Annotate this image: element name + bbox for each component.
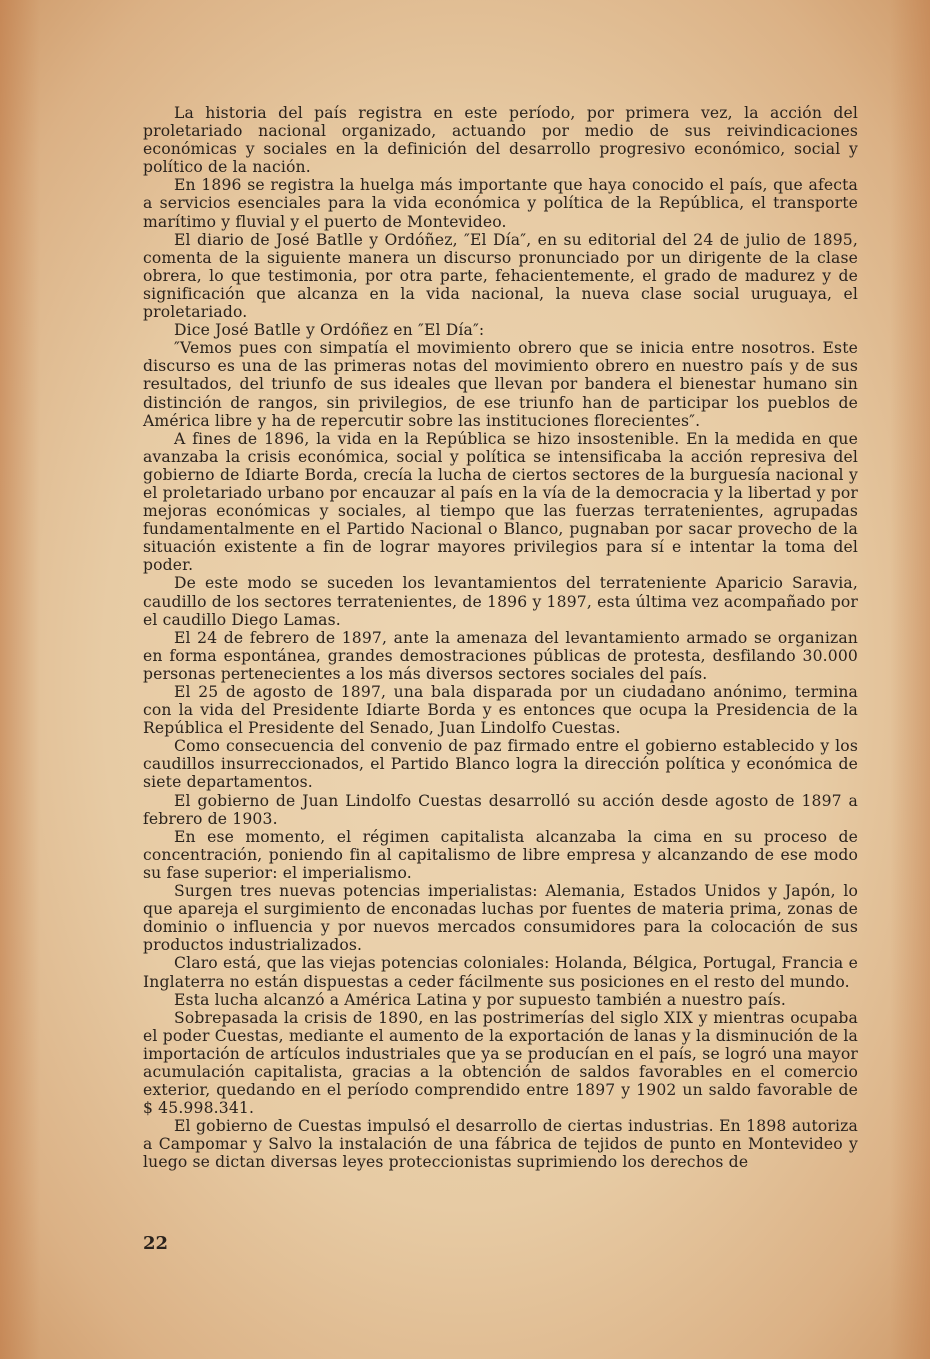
paragraph-imperialismo: En ese momento, el régimen capitalista alcanzaba la cima en su proceso de concentración, poniendo fin al capitalismo de libre empresa y alcanzando de ese modo su fase superior: el imperialismo.	[143, 827, 858, 882]
body-text	[143, 104, 858, 1172]
paragraph-viejas-potencias: Claro está, que las viejas potencias coloniales: Holanda, Bélgica, Portugal, Francia e Inglaterra no están dispuestas a ceder fácilmente sus posiciones en el resto del mundo.	[143, 954, 858, 991]
paragraph-crisis-1890: Sobrepasada la crisis de 1890, en las postrimerías del siglo XIX y mientras ocupaba el poder Cuestas, mediante el aumento de la exportación de lanas y la disminución de la importación de artículos industriales que ya se producían en el país, se logró una mayor acumulación capitalista, gracias a la obtención de saldos favorables en el comercio exterior, quedando en el período comprendido entre 1897 y 1902 un saldo favorable de $ 45.998.341.	[143, 1008, 858, 1118]
paragraph-fines-1896: A fines de 1896, la vida en la República se hizo insostenible. En la medida en que avanzaba la crisis económica, social y política se intensificaba la acción represiva del gobierno de Idiarte Borda, crecía la lucha de ciertos sectores de la burguesía nacional y el proletariado urbano por encauzar al país en la vía de la democracia y la libertad y por mejoras económicas y sociales, al tiempo que las fuerzas terratenientes, agrupadas fundamentalmente en el Partido Nacional o Blanco, pugnaban por sacar provecho de la situación existente a fin de lograr mayores privilegios para sí e intentar la toma del poder.	[143, 429, 858, 575]
paragraph-gobierno-cuestas: El gobierno de Juan Lindolfo Cuestas desarrolló su acción desde agosto de 1897 a febrero de 1903.	[143, 791, 858, 828]
paragraph-el-dia-editorial: El diario de José Batlle y Ordóñez, ″El Día″, en su editorial del 24 de julio de 1895, comenta de la siguiente manera un discurso pronunciado por un dirigente de la clase obrera, lo que testimonia, por otra parte, fehacientemente, el grado de madurez y de significación que alcanza en la vida nacional, la nueva clase social uruguaya, el proletariado.	[143, 230, 858, 322]
paragraph-quote: ″Vemos pues con simpatía el movimiento obrero que se inicia entre nosotros. Este discurso es una de las primeras notas del movimiento obrero en nuestro país y de sus resultados, del triunfo de sus ideales que llevan por bandera el bienestar humano sin distinción de rangos, sin privilegios, de ese triunfo han de participar los pueblos de América libre y ha de repercutir sobre las instituciones florecientes″.	[143, 339, 858, 430]
paragraph-nuevas-potencias: Surgen tres nuevas potencias imperialistas: Alemania, Estados Unidos y Japón, lo que apareja el surgimiento de enconadas luchas por fuentes de materia prima, zonas de dominio o influencia y por nuevos mercados consumidores para la colocación de sus productos industrializados.	[143, 882, 858, 955]
page-number: 22	[143, 1233, 169, 1254]
paragraph-industrias: El gobierno de Cuestas impulsó el desarrollo de ciertas industrias. En 1898 autoriza a Campomar y Salvo la instalación de una fábrica de tejidos de punto en Montevideo y luego se dictan diversas leyes proteccionistas suprimiendo los derechos de	[143, 1117, 858, 1172]
paragraph-proletariado: La historia del país registra en este período, por primera vez, la acción del proletariado nacional organizado, actuando por medio de sus reivindicaciones económicas y sociales en la definición del desarrollo progresivo económico, social y político de la nación.	[143, 104, 858, 177]
paragraph-25-agosto: El 25 de agosto de 1897, una bala disparada por un ciudadano anónimo, termina con la vida del Presidente Idiarte Borda y es entonces que ocupa la Presidencia de la República el Presidente del Senado, Juan Lindolfo Cuestas.	[143, 683, 858, 738]
paragraph-24-febrero: El 24 de febrero de 1897, ante la amenaza del levantamiento armado se organizan en forma espontánea, grandes demostraciones públicas de protesta, desfilando 30.000 personas pertenecientes a los más diversos sectores sociales del país.	[143, 628, 858, 683]
paragraph-america-latina: Esta lucha alcanzó a América Latina y por supuesto también a nuestro país.	[174, 990, 787, 1009]
paragraph-dice-batlle: Dice José Batlle y Ordóñez en ″El Día″:	[174, 321, 485, 340]
paragraph-convenio-paz: Como consecuencia del convenio de paz firmado entre el gobierno establecido y los caudillos insurreccionados, el Partido Blanco logra la dirección política y económica de siete departamentos.	[143, 737, 858, 792]
paragraph-levantamientos: De este modo se suceden los levantamientos del terrateniente Aparicio Saravia, caudillo de los sectores terratenientes, de 1896 y 1897, esta última vez acompañado por el caudillo Diego Lamas.	[143, 574, 858, 629]
paragraph-huelga-1896: En 1896 se registra la huelga más importante que haya conocido el país, que afecta a servicios esenciales para la vida económica y política de la República, el transporte marítimo y fluvial y el puerto de Montevideo.	[143, 176, 858, 231]
